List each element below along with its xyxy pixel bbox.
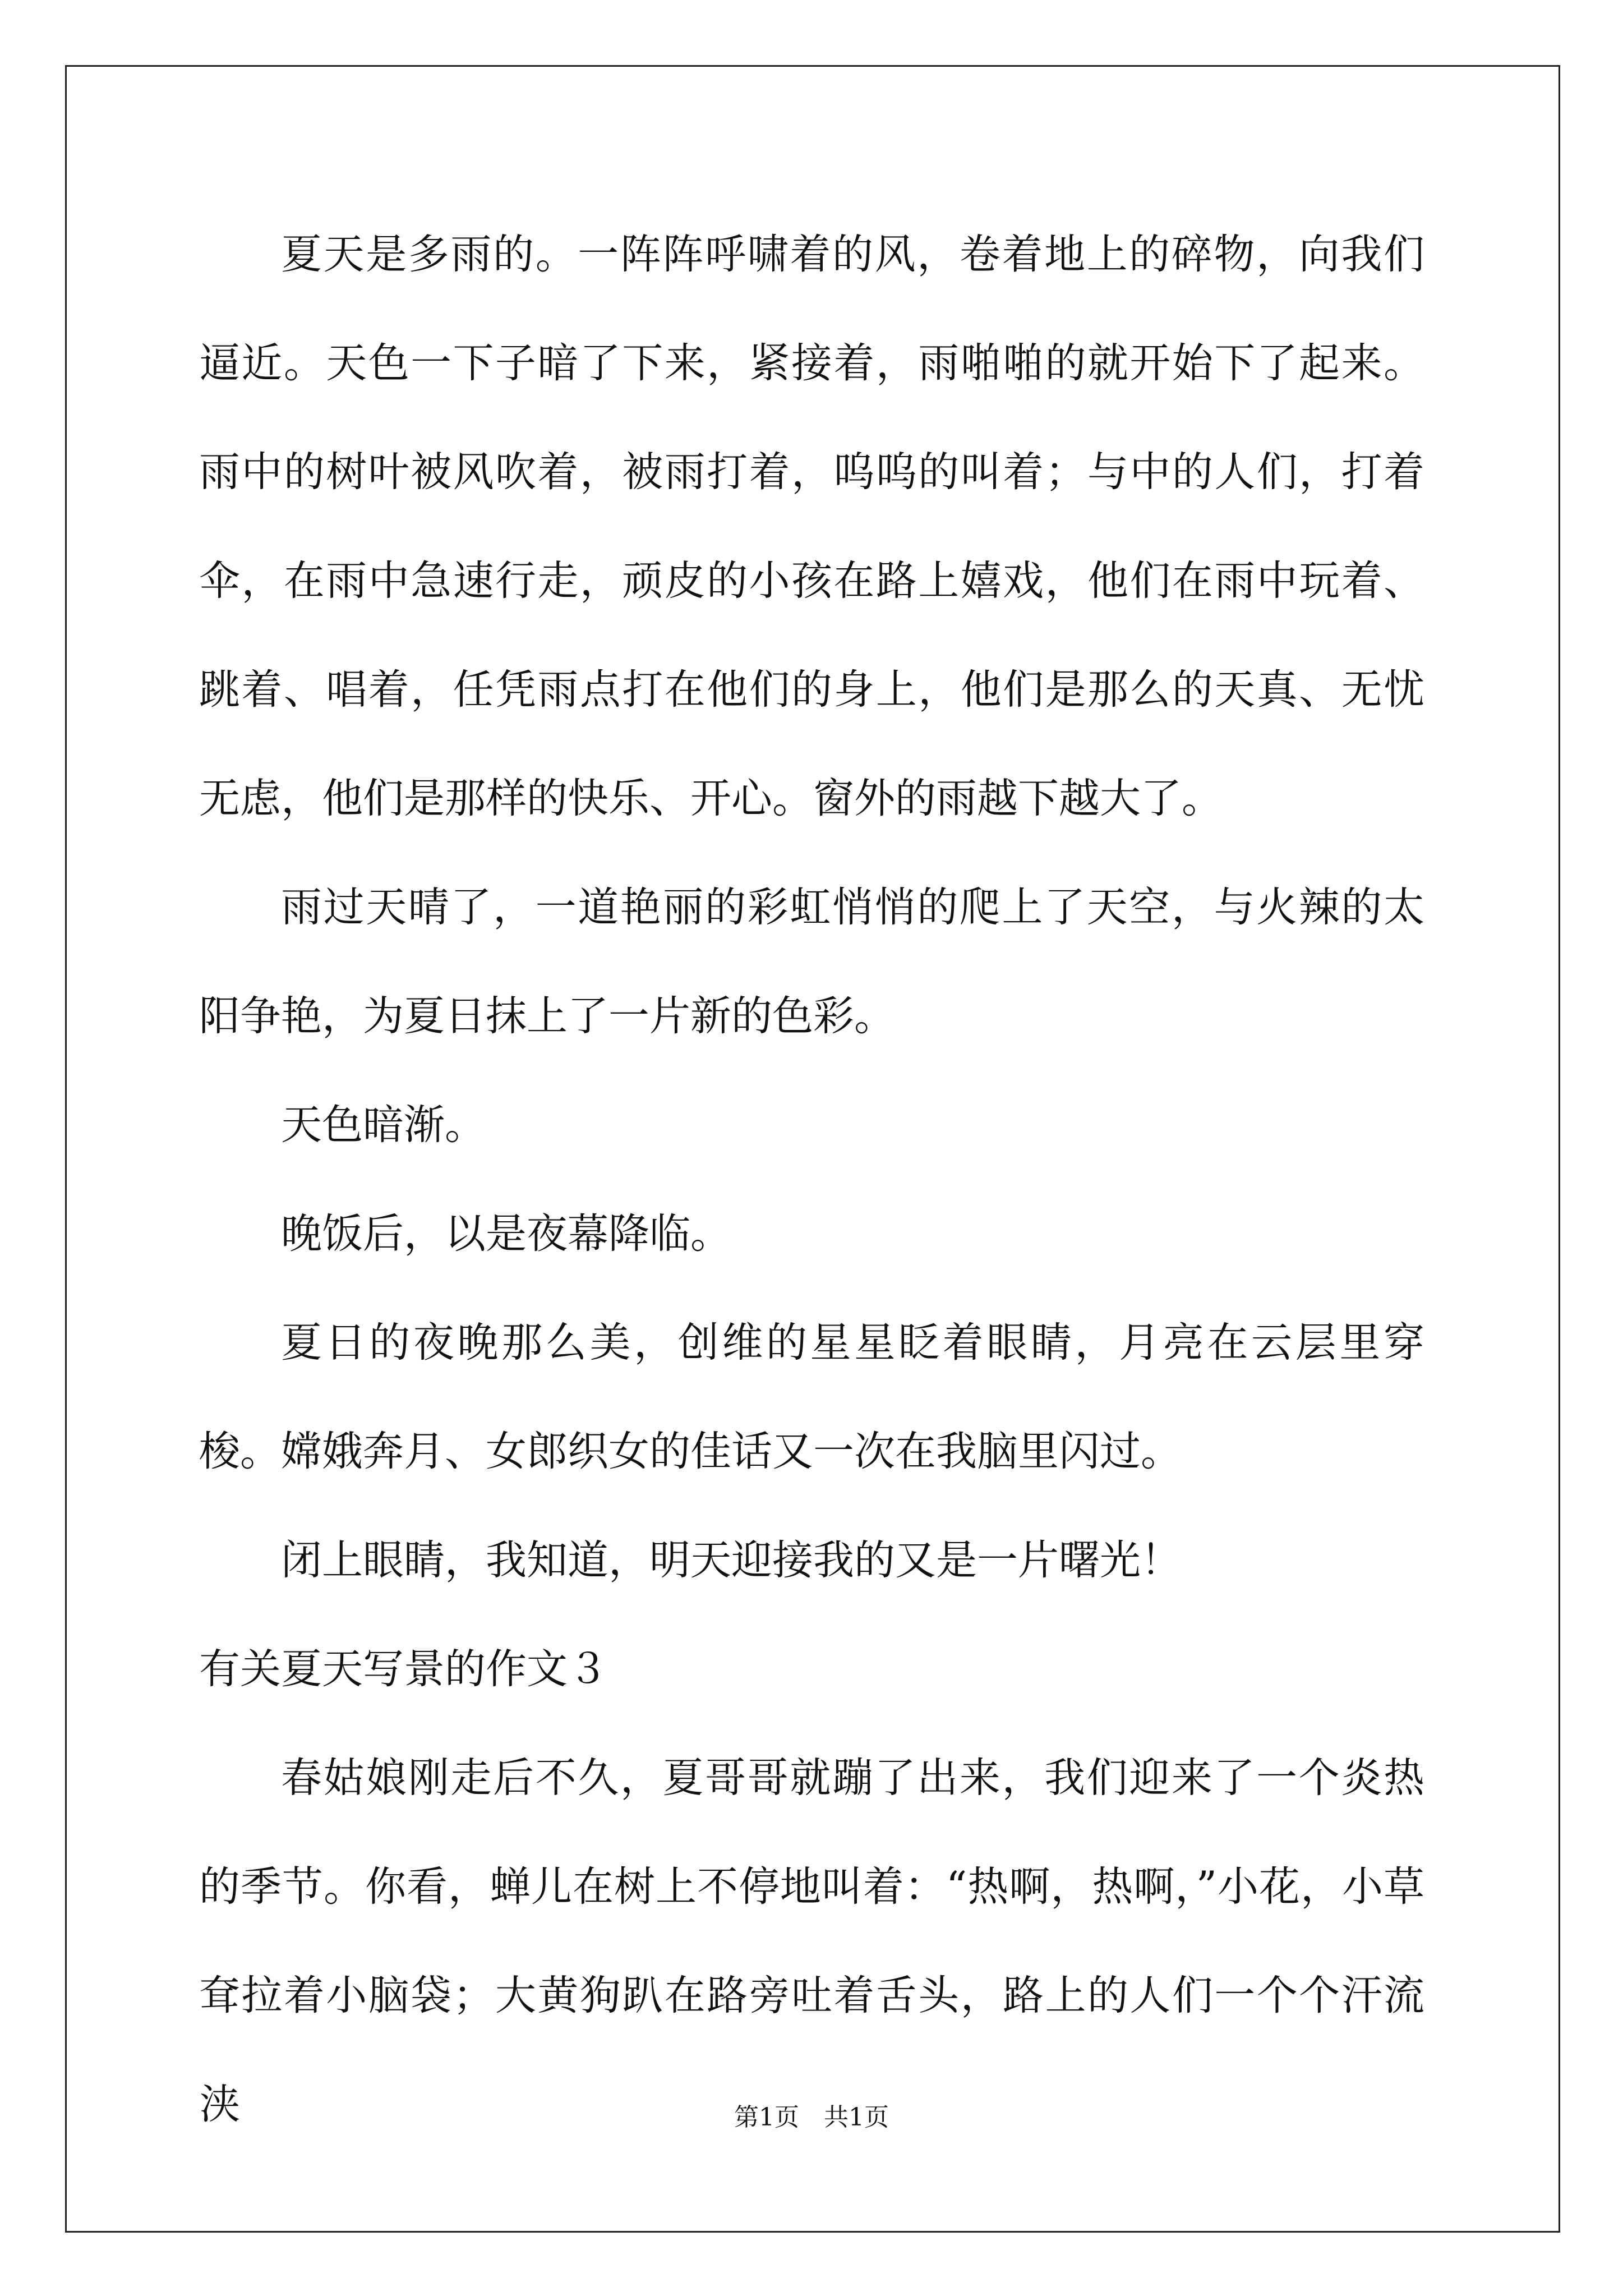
paragraph-after-dinner: 晚饭后，以是夜幕降临。 xyxy=(281,1210,731,1258)
section-title: 有关夏天写景的作文３ xyxy=(199,1645,608,1693)
page-footer: 第1页 共1页 xyxy=(734,2103,889,2132)
paragraph-night: 夏日的夜晚那么美，创维的星星眨着眼睛，月亮在云层里穿梭。嫦娥奔月、女郎织女的佳话又一次在我脑里闪过。 xyxy=(199,1319,1424,1475)
paragraph-dusk: 天色暗渐。 xyxy=(281,1101,486,1149)
paragraph-rainbow: 雨过天晴了，一道艳丽的彩虹悄悄的爬上了天空，与火辣的太阳争艳，为夏日抹上了一片新的色彩。 xyxy=(199,884,1424,1040)
document-body xyxy=(199,200,1424,2159)
paragraph-rain: 夏天是多雨的。一阵阵呼啸着的风，卷着地上的碎物，向我们逼近。天色一下子暗了下来，紧接着，雨啪啪的就开始下了起来。雨中的树叶被风吹着，被雨打着，呜呜的叫着；与中的人们，打着伞，在雨中急速行走，顽皮的小孩在路上嬉戏，他们在雨中玩着、跳着、唱着，任凭雨点打在他们的身上，他们是那么的天真、无忧无虑，他们是那样的快乐、开心。窗外的雨越下越大了。 xyxy=(199,231,1424,822)
paragraph-closing: 闭上眼睛，我知道，明天迎接我的又是一片曙光！ xyxy=(281,1536,1182,1584)
paragraph-section-intro: 春姑娘刚走后不久，夏哥哥就蹦了出来，我们迎来了一个炎热的季节。你看，蝉儿在树上不停地叫着：“热啊，热啊，”小花，小草耷拉着小脑袋；大黄狗趴在路旁吐着舌头，路上的人们一个个汗流浃 xyxy=(199,1754,1424,2128)
